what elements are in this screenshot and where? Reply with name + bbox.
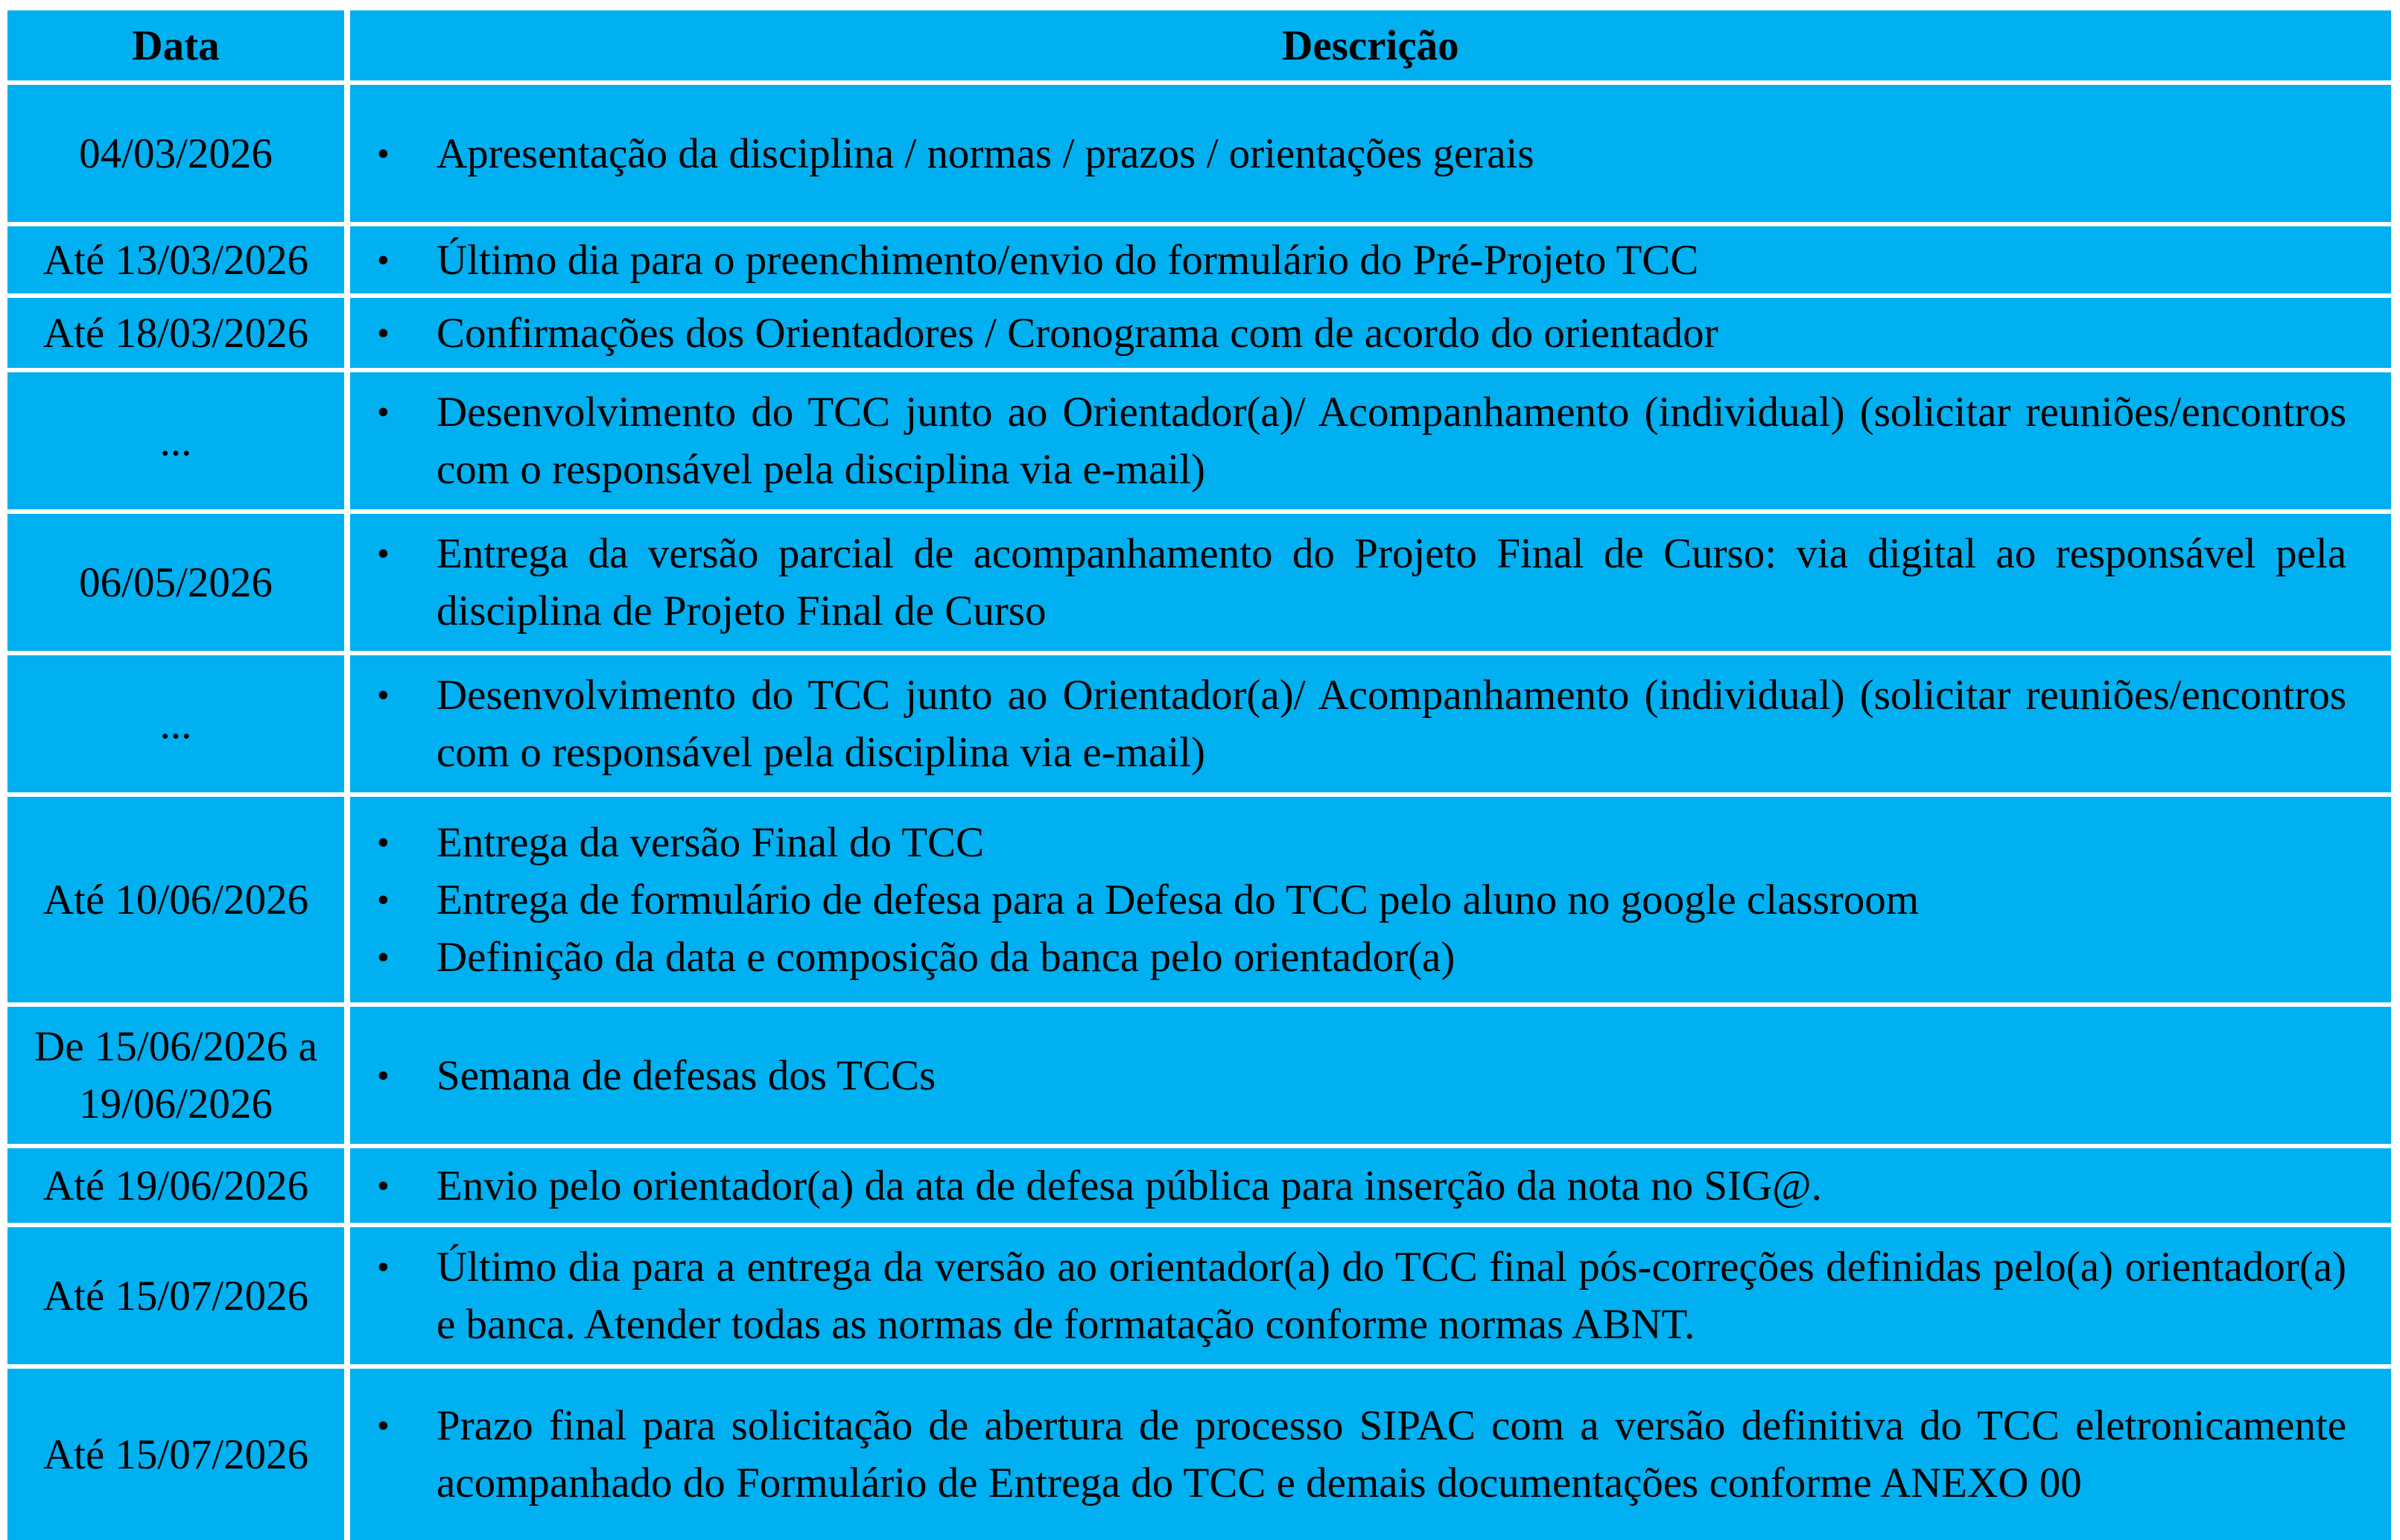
description-text: Confirmações dos Orientadores / Cronograma com de acordo do orientador	[436, 309, 1718, 357]
description-cell	[350, 1369, 2391, 1540]
date-cell: 04/03/2026	[7, 85, 344, 222]
list-item	[377, 1238, 2346, 1353]
bullet-icon: •	[377, 392, 390, 432]
bullet-icon: •	[377, 675, 390, 715]
description-cell	[350, 797, 2391, 1002]
description-text: Entrega da versão parcial de acompanhamento do Projeto Final de Curso: via digital ao responsável pela disciplina de Projeto Final de Curso	[436, 530, 2346, 634]
schedule-table	[7, 10, 2393, 1515]
description-text: Desenvolvimento do TCC junto ao Orientador(a)/ Acompanhamento (individual) (solicitar reuniões/encontros com o responsável pela disciplina via e-mail)	[436, 672, 2346, 776]
description-text: Desenvolvimento do TCC junto ao Orientador(a)/ Acompanhamento (individual) (solicitar reuniões/encontros com o responsável pela disciplina via e-mail)	[436, 389, 2346, 493]
description-cell	[350, 226, 2391, 293]
description-text: Envio pelo orientador(a) da ata de defesa pública para inserção da nota no SIG@.	[436, 1162, 1822, 1209]
bullet-icon: •	[377, 1247, 390, 1287]
description-cell	[350, 655, 2391, 792]
list-item	[377, 125, 2346, 182]
description-text: Semana de defesas dos TCCs	[436, 1051, 936, 1099]
bullet-icon: •	[377, 879, 390, 920]
header-description: Descrição	[350, 10, 2391, 80]
description-cell	[350, 298, 2391, 368]
date-cell: Até 19/06/2026	[7, 1148, 344, 1223]
date-cell: ...	[7, 655, 344, 792]
description-text: Último dia para a entrega da versão ao orientador(a) do TCC final pós-correções definidas pelo(a) orientador(a) e banca. Atender todas as normas de formatação conforme normas ABNT.	[436, 1244, 2346, 1348]
list-item	[377, 666, 2346, 781]
date-cell: ...	[7, 372, 344, 509]
description-text: Prazo final para solicitação de abertura de processo SIPAC com a versão definitiva do TCC eletronicamente acompanhado do Formulário de Entrega do TCC e demais documentações conforme ANEXO 00	[436, 1402, 2346, 1506]
description-cell	[350, 1007, 2391, 1144]
description-cell	[350, 1227, 2391, 1364]
bullet-icon: •	[377, 133, 390, 174]
list-item	[377, 1157, 2346, 1215]
list-item	[377, 1397, 2346, 1512]
date-cell: 06/05/2026	[7, 514, 344, 651]
bullet-icon: •	[377, 1055, 390, 1095]
bullet-icon: •	[377, 1406, 390, 1445]
date-cell: Até 13/03/2026	[7, 226, 344, 293]
description-text: Entrega de formulário de defesa para a Defesa do TCC pelo aluno no google classroom	[436, 876, 1920, 923]
description-text: Apresentação da disciplina / normas / prazos / orientações gerais	[436, 130, 1534, 177]
description-cell	[350, 514, 2391, 651]
description-text: Último dia para o preenchimento/envio do formulário do Pré-Projeto TCC	[436, 236, 1699, 284]
bullet-icon: •	[377, 822, 390, 862]
list-item	[377, 305, 2346, 362]
bullet-icon: •	[377, 313, 390, 353]
date-cell: Até 15/07/2026	[7, 1227, 344, 1364]
description-cell	[350, 85, 2391, 222]
bullet-icon: •	[377, 240, 390, 280]
list-item	[377, 929, 2346, 986]
list-item	[377, 871, 2346, 929]
list-item	[377, 525, 2346, 640]
list-item	[377, 384, 2346, 498]
date-cell: De 15/06/2026 a 19/06/2026	[7, 1007, 344, 1144]
bullet-icon: •	[377, 534, 390, 573]
bullet-icon: •	[377, 1165, 390, 1206]
header-date: Data	[7, 10, 344, 80]
description-cell	[350, 1148, 2391, 1223]
description-cell	[350, 372, 2391, 509]
bullet-icon: •	[377, 937, 390, 977]
date-cell: Até 10/06/2026	[7, 797, 344, 1002]
date-cell: Até 18/03/2026	[7, 298, 344, 368]
date-cell: Até 15/07/2026	[7, 1369, 344, 1540]
description-text: Definição da data e composição da banca pelo orientador(a)	[436, 933, 1455, 981]
list-item	[377, 814, 2346, 871]
description-text: Entrega da versão Final do TCC	[436, 818, 985, 866]
list-item	[377, 232, 2346, 289]
list-item	[377, 1047, 2346, 1104]
